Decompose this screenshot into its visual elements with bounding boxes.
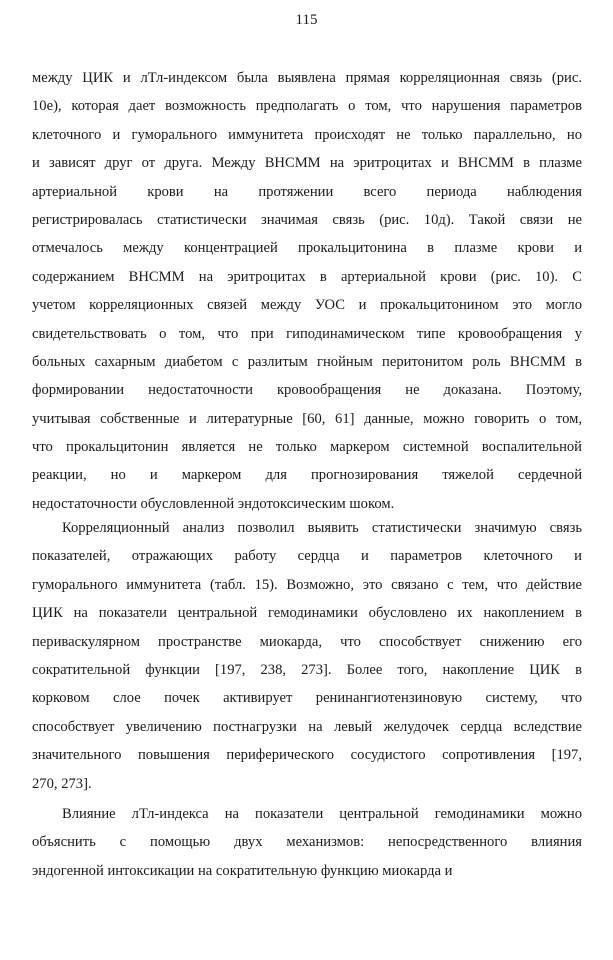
text-line: значительного повышения периферического сосудистого сопротивления [197, [32,747,582,764]
paragraph-1 [32,64,582,518]
text-line: 10е), которая дает возможность предполагать о том, что нарушения параметров [32,98,582,115]
text-line: корковом слое почек активирует ренинангиотензиновую систему, что [32,690,582,707]
text-line: регистрировалась статистически значимая связь (рис. 10д). Такой связи не [32,211,582,228]
text-line: ЦИК на показатели центральной гемодинамики обусловлено их накоплением в [32,605,582,622]
text-line: формировании недостаточности кровообращения не доказана. Поэтому, [32,382,582,399]
text-line: объяснить с помощью двух механизмов: непосредственного влияния [32,834,582,851]
text-line: сократительной функции [197, 238, 273]. Более того, накопление ЦИК в [32,661,582,678]
text-line: что прокальцитонин является не только маркером системной воспалительной [32,439,582,456]
text-line: показателей, отражающих работу сердца и параметров клеточного и [32,548,582,565]
text-line: Влияние лТл-индекса на показатели центральной гемодинамики можно [62,806,582,822]
text-line: больных сахарным диабетом с разлитым гнойным перитонитом роль ВНСММ в [32,353,582,370]
text-line: гуморального иммунитета (табл. 15). Возможно, это связано с тем, что действие [32,576,582,593]
text-line: недостаточности обусловленной эндотоксическим шоком. [32,495,395,512]
text-line: реакции, но и маркером для прогнозирования тяжелой сердечной [32,467,582,484]
text-line: отмечалось между концентрацией прокальцитонина в плазме крови и [32,240,582,257]
text-line: учетом корреляционных связей между УОС и прокальцитонином это могло [32,297,582,314]
page-number: 115 [295,12,318,28]
text-line: артериальной крови на протяжении всего периода наблюдения [32,183,582,200]
text-line: периваскулярном пространстве миокарда, что способствует снижению его [32,633,582,650]
text-line: 270, 273]. [32,775,92,792]
text-line: учитывая собственные и литературные [60, 61] данные, можно говорить о том, [32,410,582,427]
text-line: свидетельствовать о том, что при гиподинамическом типе кровообращения у [32,325,582,342]
text-line: клеточного и гуморального иммунитета происходят не только параллельно, но [32,126,582,143]
text-line: содержанием ВНСММ на эритроцитах в артериальной крови (рис. 10). С [32,268,582,285]
paragraph-3 [32,800,582,885]
text-line: эндогенной интоксикации на сократительную функцию миокарда и [32,862,453,879]
text-line: и зависят друг от друга. Между ВНСММ на эритроцитах и ВНСММ в плазме [32,155,582,172]
text-line: Корреляционный анализ позволил выявить статистически значимую связь [62,520,582,536]
paragraph-2 [32,514,582,798]
text-line: способствует увеличению постнагрузки на левый желудочек сердца вследствие [32,718,582,735]
text-line: между ЦИК и лТл-индексом была выявлена прямая корреляционная связь (рис. [32,70,582,86]
